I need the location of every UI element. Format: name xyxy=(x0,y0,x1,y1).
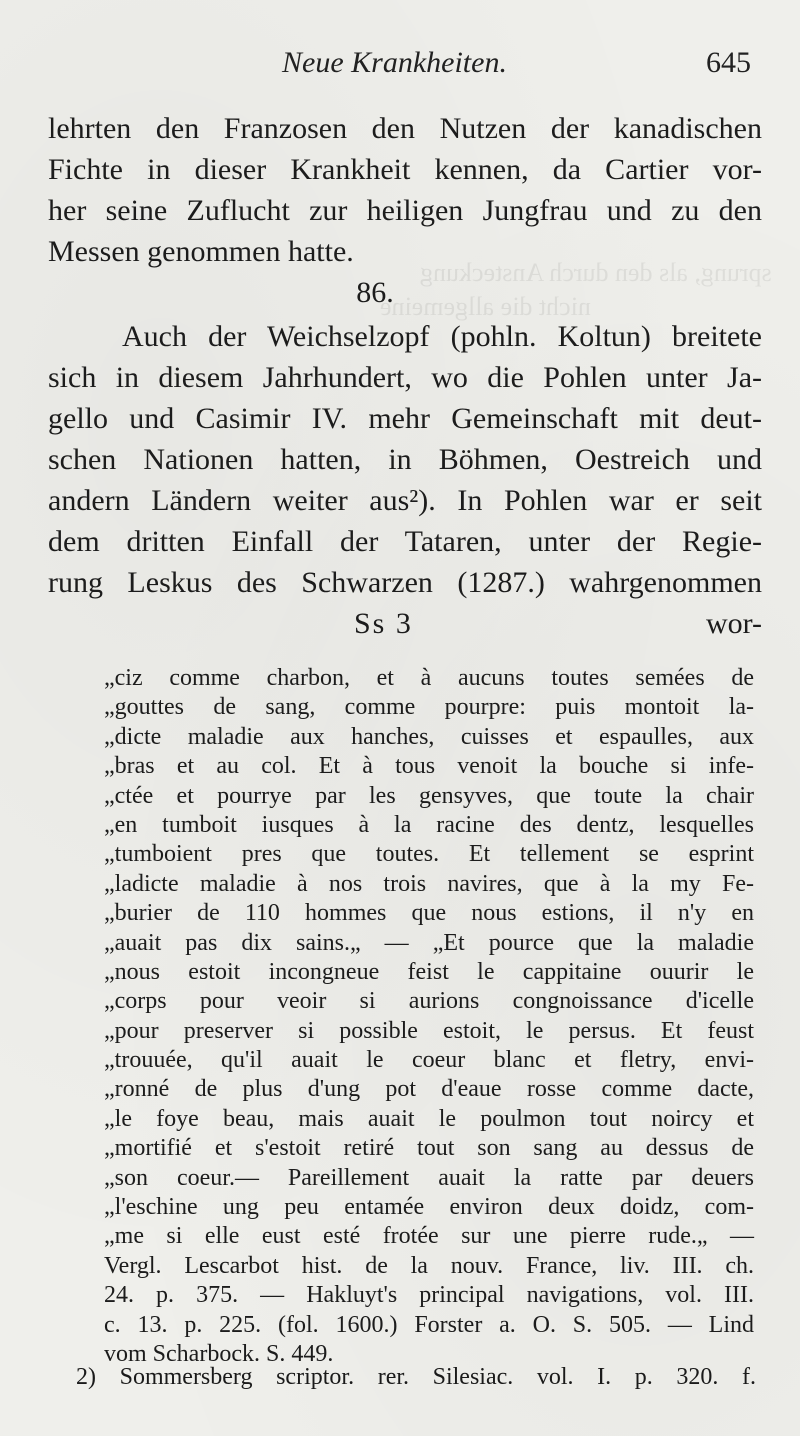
text-line: andern Ländern weiter aus²). In Pohlen war er seit xyxy=(48,484,762,517)
running-head: Neue Krankheiten. xyxy=(282,46,507,79)
footnote-line: „gouttes de sang, comme pourpre: puis montoit la- xyxy=(104,694,754,721)
text-line: gello und Casimir IV. mehr Gemeinschaft mit deut- xyxy=(48,402,762,435)
footnote-line: „bras et au col. Et à tous venoit la bouche si infe- xyxy=(104,753,754,780)
footnote-2: 2) Sommersberg scriptor. rer. Silesiac. vol. I. p. 320. f. xyxy=(76,1364,756,1390)
text-line: sich in diesem Jahrhundert, wo die Pohlen unter Ja- xyxy=(48,361,762,394)
footnote-line: „ciz comme charbon, et à aucuns toutes semées de xyxy=(104,665,754,691)
footnote-line: „nous estoit incongneue feist le cappitaine ouurir le xyxy=(104,958,754,985)
text-line: rung Leskus des Schwarzen (1287.) wahrgenommen xyxy=(48,566,762,599)
footnote-line: „le foye beau, mais auait le poulmon tout noircy et xyxy=(104,1105,754,1132)
footnote-line: „corps pour veoir si aurions congnoissance d'icelle xyxy=(104,988,754,1015)
footnote-line: „burier de 110 hommes que nous estions, il n'y en xyxy=(104,900,754,927)
show-through-text: sprung, als den durch Ansteckung xyxy=(420,258,772,287)
text-line: Fichte in dieser Krankheit kennen, da Cartier vor- xyxy=(48,153,762,186)
footnote-line: „tumboient pres que toutes. Et tellement se esprint xyxy=(104,841,754,868)
footnote-line: 24. p. 375. — Hakluyt's principal navigations, vol. III. xyxy=(104,1282,754,1309)
footnote-line: „l'eschine ung peu entamée environ deux doidz, com- xyxy=(104,1194,754,1221)
signature-row xyxy=(48,603,762,639)
footnote-line: „ctée et pourrye par les gensyves, que toute la chair xyxy=(104,782,754,809)
footnote-quote xyxy=(104,664,754,1369)
catchword: wor- xyxy=(705,607,762,640)
text-line: her seine Zuflucht zur heiligen Jungfrau und zu den xyxy=(48,194,762,227)
footnote-line: „auait pas dix sains.„ — „Et pource que la maladie xyxy=(104,929,754,956)
footnote-line: „dicte maladie aux hanches, cuisses et espaulles, aux xyxy=(104,723,754,750)
footnote-line: „en tumboit iusques à la racine des dentz, lesquelles xyxy=(104,811,754,838)
section-number: 86. xyxy=(356,276,394,309)
footnote-line: „me si elle eust esté frotée sur une pierre rude.„ — xyxy=(104,1223,754,1250)
text-line: lehrten den Franzosen den Nutzen der kanadischen xyxy=(48,112,762,145)
signature-mark: Ss 3 xyxy=(354,607,413,640)
text-line: Auch der Weichselzopf (pohln. Koltun) breitete xyxy=(122,320,762,353)
text-line: schen Nationen hatten, in Böhmen, Oestreich und xyxy=(48,443,762,476)
footnote-line: c. 13. p. 225. (fol. 1600.) Forster a. O. S. 505. — Lind xyxy=(104,1311,754,1338)
footnote-line: vom Scharbock. S. 449. xyxy=(104,1340,334,1367)
footnote-line: „son coeur.— Pareillement auait la ratte par deuers xyxy=(104,1164,754,1191)
footnote-line: Vergl. Lescarbot hist. de la nouv. France, liv. III. ch. xyxy=(104,1252,754,1279)
main-text xyxy=(48,108,762,639)
show-through-text: nicht die allgemeine xyxy=(380,292,591,321)
footnote-line: „pour preserver si possible estoit, le persus. Et feust xyxy=(104,1017,754,1044)
page-header xyxy=(0,46,800,86)
footnote-line: „ronné de plus d'ung pot d'eaue rosse comme dacte, xyxy=(104,1076,754,1103)
footnote-line: „ladicte maladie à nos trois navires, que à la my Fe- xyxy=(104,870,754,897)
footnote-line: „trouuée, qu'il auait le coeur blanc et fletry, envi- xyxy=(104,1047,754,1074)
text-line: dem dritten Einfall der Tataren, unter der Regie- xyxy=(48,525,762,558)
text-line: Messen genommen hatte. xyxy=(48,235,354,268)
footnote-line: „mortifié et s'estoit retiré tout son sang au dessus de xyxy=(104,1135,754,1162)
page-number: 645 xyxy=(706,46,751,79)
